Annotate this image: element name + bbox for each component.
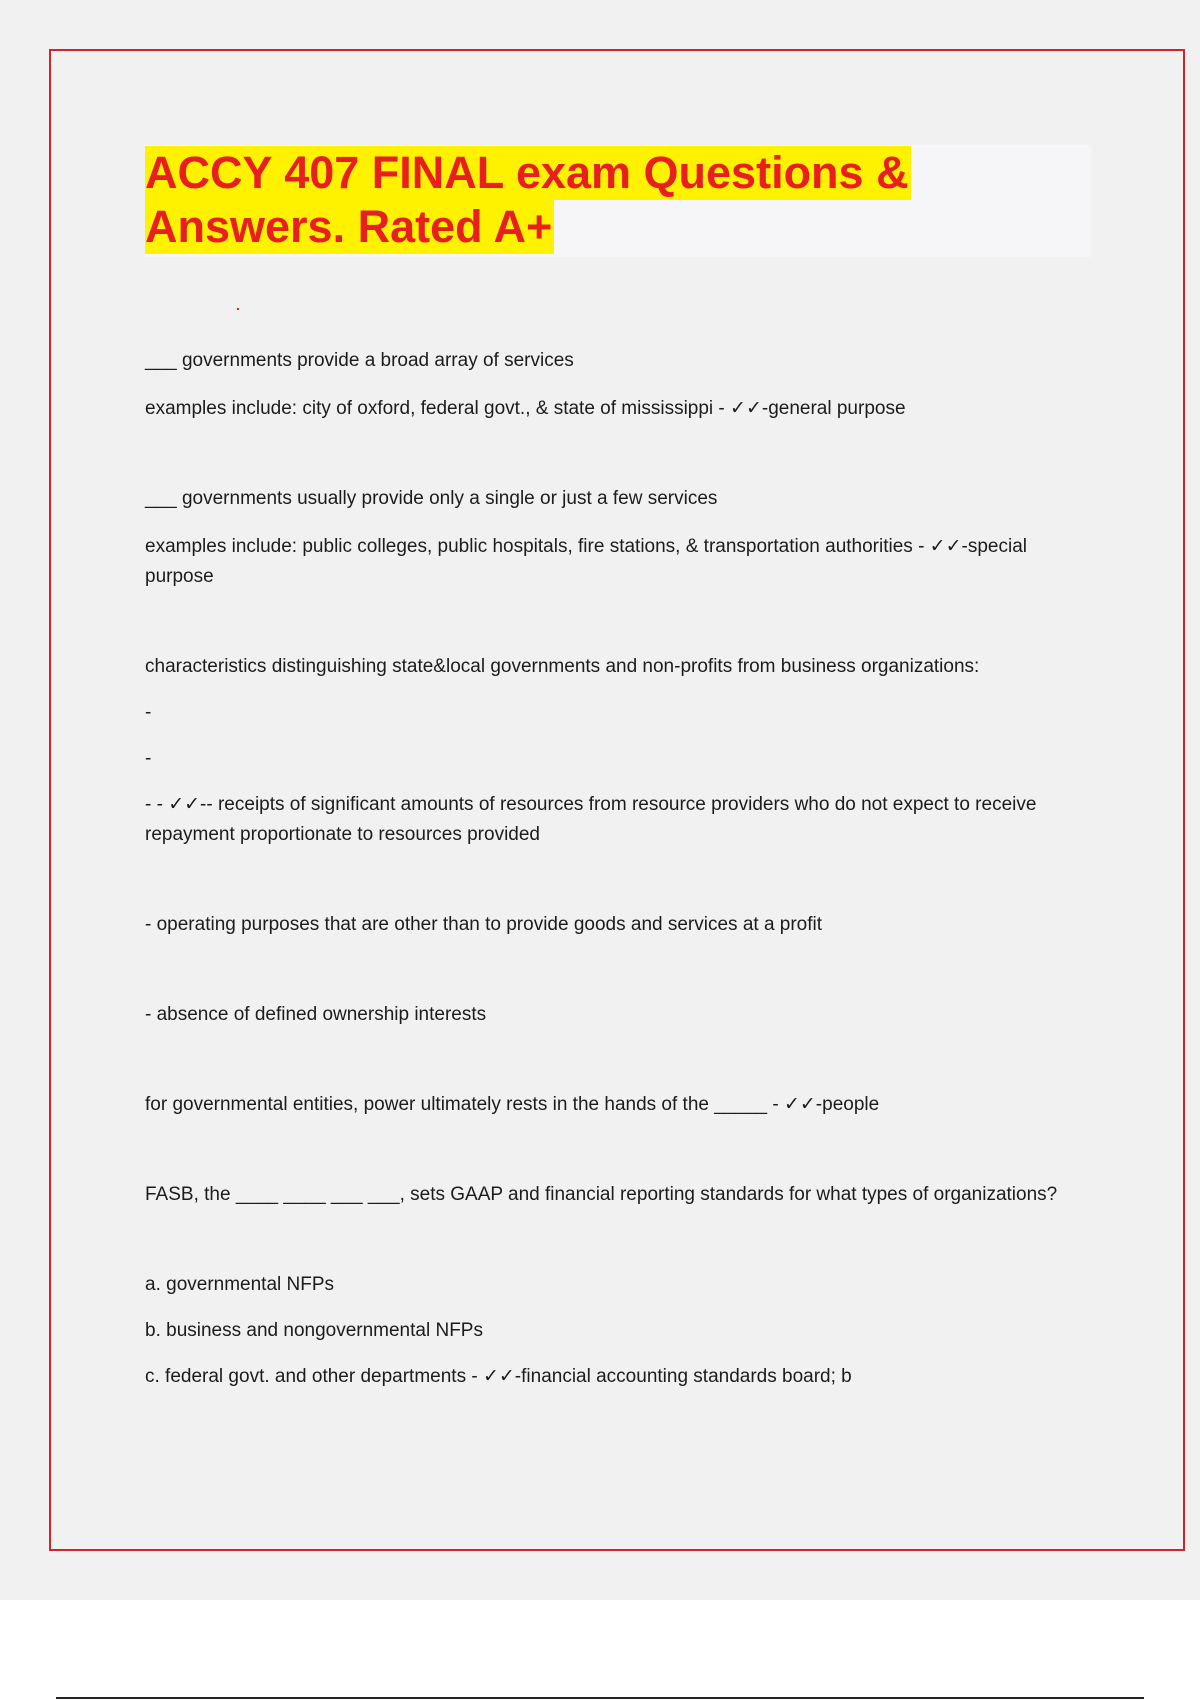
option-b: b. business and nongovernmental NFPs bbox=[145, 1320, 483, 1341]
answer-characteristic-purposes: - operating purposes that are other than to provide goods and services at a profit bbox=[145, 914, 823, 935]
question-special-purpose: ___ governments usually provide only a single or just a few services bbox=[145, 488, 718, 509]
blank-bullet-1: - bbox=[145, 702, 152, 723]
document-body bbox=[145, 346, 1075, 1392]
blank-bullet-2: - bbox=[145, 748, 152, 769]
answer-characteristic-resources: - - ✓✓-- receipts of significant amounts of resources from resource providers who do not expect to receive repayment proportionate to resources provided bbox=[145, 794, 1042, 845]
question-characteristics: characteristics distinguishing state&local governments and non-profits from business organizations: bbox=[145, 656, 980, 677]
document-title-line-2: Answers. Rated A+ bbox=[145, 201, 553, 252]
answer-special-purpose: examples include: public colleges, public hospitals, fire stations, & transportation authorities - ✓✓-special purpose bbox=[145, 536, 1033, 587]
red-dot-mark bbox=[237, 308, 239, 310]
option-c-answer: c. federal govt. and other departments - ✓✓-financial accounting standards board; b bbox=[145, 1366, 852, 1387]
document-title-line-1: ACCY 407 FINAL exam Questions & bbox=[145, 147, 909, 198]
answer-characteristic-ownership: - absence of defined ownership interests bbox=[145, 1004, 487, 1025]
bottom-rule bbox=[56, 1697, 1144, 1699]
question-fasb: FASB, the ____ ____ ___ ___, sets GAAP and financial reporting standards for what types of organizations? bbox=[145, 1184, 1058, 1205]
question-answer-people: for governmental entities, power ultimately rests in the hands of the _____ - ✓✓-people bbox=[145, 1094, 880, 1115]
option-a: a. governmental NFPs bbox=[145, 1274, 335, 1295]
answer-general-purpose: examples include: city of oxford, federal govt., & state of mississippi - ✓✓-general purpose bbox=[145, 398, 906, 419]
question-general-purpose: ___ governments provide a broad array of services bbox=[145, 350, 574, 371]
